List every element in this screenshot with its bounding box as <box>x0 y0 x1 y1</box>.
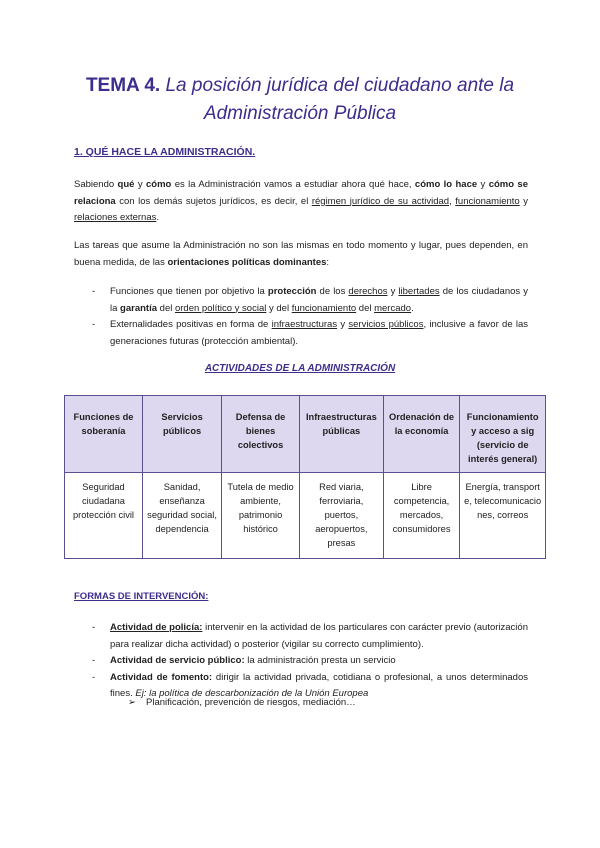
bullet-item: - Externalidades positivas en forma de infraestructuras y servicios públicos, inclusive a favor de las generaciones futuras (protección ambiental). <box>74 317 528 350</box>
table-cell: Sanidad, enseñanza seguridad social, dependencia <box>143 473 222 559</box>
table-header-cell: Defensa de bienes colectivos <box>222 396 300 473</box>
table-cell: Energía, transporte, telecomunicaciones, correos <box>460 473 546 559</box>
section-2-heading: FORMAS DE INTERVENCIÓN: <box>74 591 209 602</box>
table-cell: Libre competencia, mercados, consumidores <box>383 473 460 559</box>
section-1-heading: 1. QUÉ HACE LA ADMINISTRACIÓN. <box>74 146 256 158</box>
table-header-row <box>65 396 546 473</box>
intervention-item: - Actividad de policía: intervenir en la actividad de los particulares con carácter previo (autorización para realizar dicha actividad) o posterior (vigilar su correcto cumplimiento). <box>74 620 528 653</box>
intervention-item: - Actividad de fomento: dirigir la actividad privada, cotidiana o profesional, a unos determinados fines. Ej: la política de descarbonización de la Unión Europea <box>74 670 528 703</box>
sub-item: ➢ Planificación, prevención de riesgos, mediación… <box>128 697 356 708</box>
table-row <box>65 473 546 559</box>
title-number: TEMA 4. <box>85 75 161 96</box>
arrow-bullet-icon: ➢ <box>128 697 136 708</box>
table-cell: Tutela de medio ambiente, patrimonio histórico <box>222 473 300 559</box>
table-header-cell: Infraestructuras públicas <box>299 396 383 473</box>
table-header-cell: Servicios públicos <box>143 396 222 473</box>
table-header-cell: Ordenación de la economía <box>383 396 460 473</box>
table-cell: Red viaria, ferroviaria, puertos, aeropuertos, presas <box>299 473 383 559</box>
table-title: ACTIVIDADES DE LA ADMINISTRACIÓN <box>204 363 396 374</box>
table-header-cell: Funciones de soberanía <box>65 396 143 473</box>
intervention-item: - Actividad de servicio público: la administración presta un servicio <box>74 653 528 670</box>
title-text: La posición jurídica del ciudadano ante la Administración Pública <box>165 75 515 124</box>
section-1-paragraph-1: Sabiendo qué y cómo es la Administración vamos a estudiar ahora qué hace, cómo lo hace y cómo se relaciona con los demás sujetos jurídicos, es decir, el régimen jurídico de su actividad, funcionamiento y relaciones externas. <box>74 179 529 223</box>
intervention-list <box>74 620 528 703</box>
table-header-cell: Funcionamiento y acceso a sig (servicio de interés general) <box>460 396 546 473</box>
table-cell: Seguridad ciudadana protección civil <box>65 473 143 559</box>
bullet-item: - Funciones que tienen por objetivo la protección de los derechos y libertades de los ciudadanos y la garantía del orden político y social y del funcionamiento del mercado. <box>74 284 528 317</box>
section-1-bullet-list <box>74 284 528 350</box>
activities-table <box>64 395 546 559</box>
page-title <box>60 72 540 128</box>
section-1-paragraph-2: Las tareas que asume la Administración no son las mismas en todo momento y lugar, pues dependen, en buena medida, de las orientaciones políticas dominantes: <box>74 240 528 268</box>
